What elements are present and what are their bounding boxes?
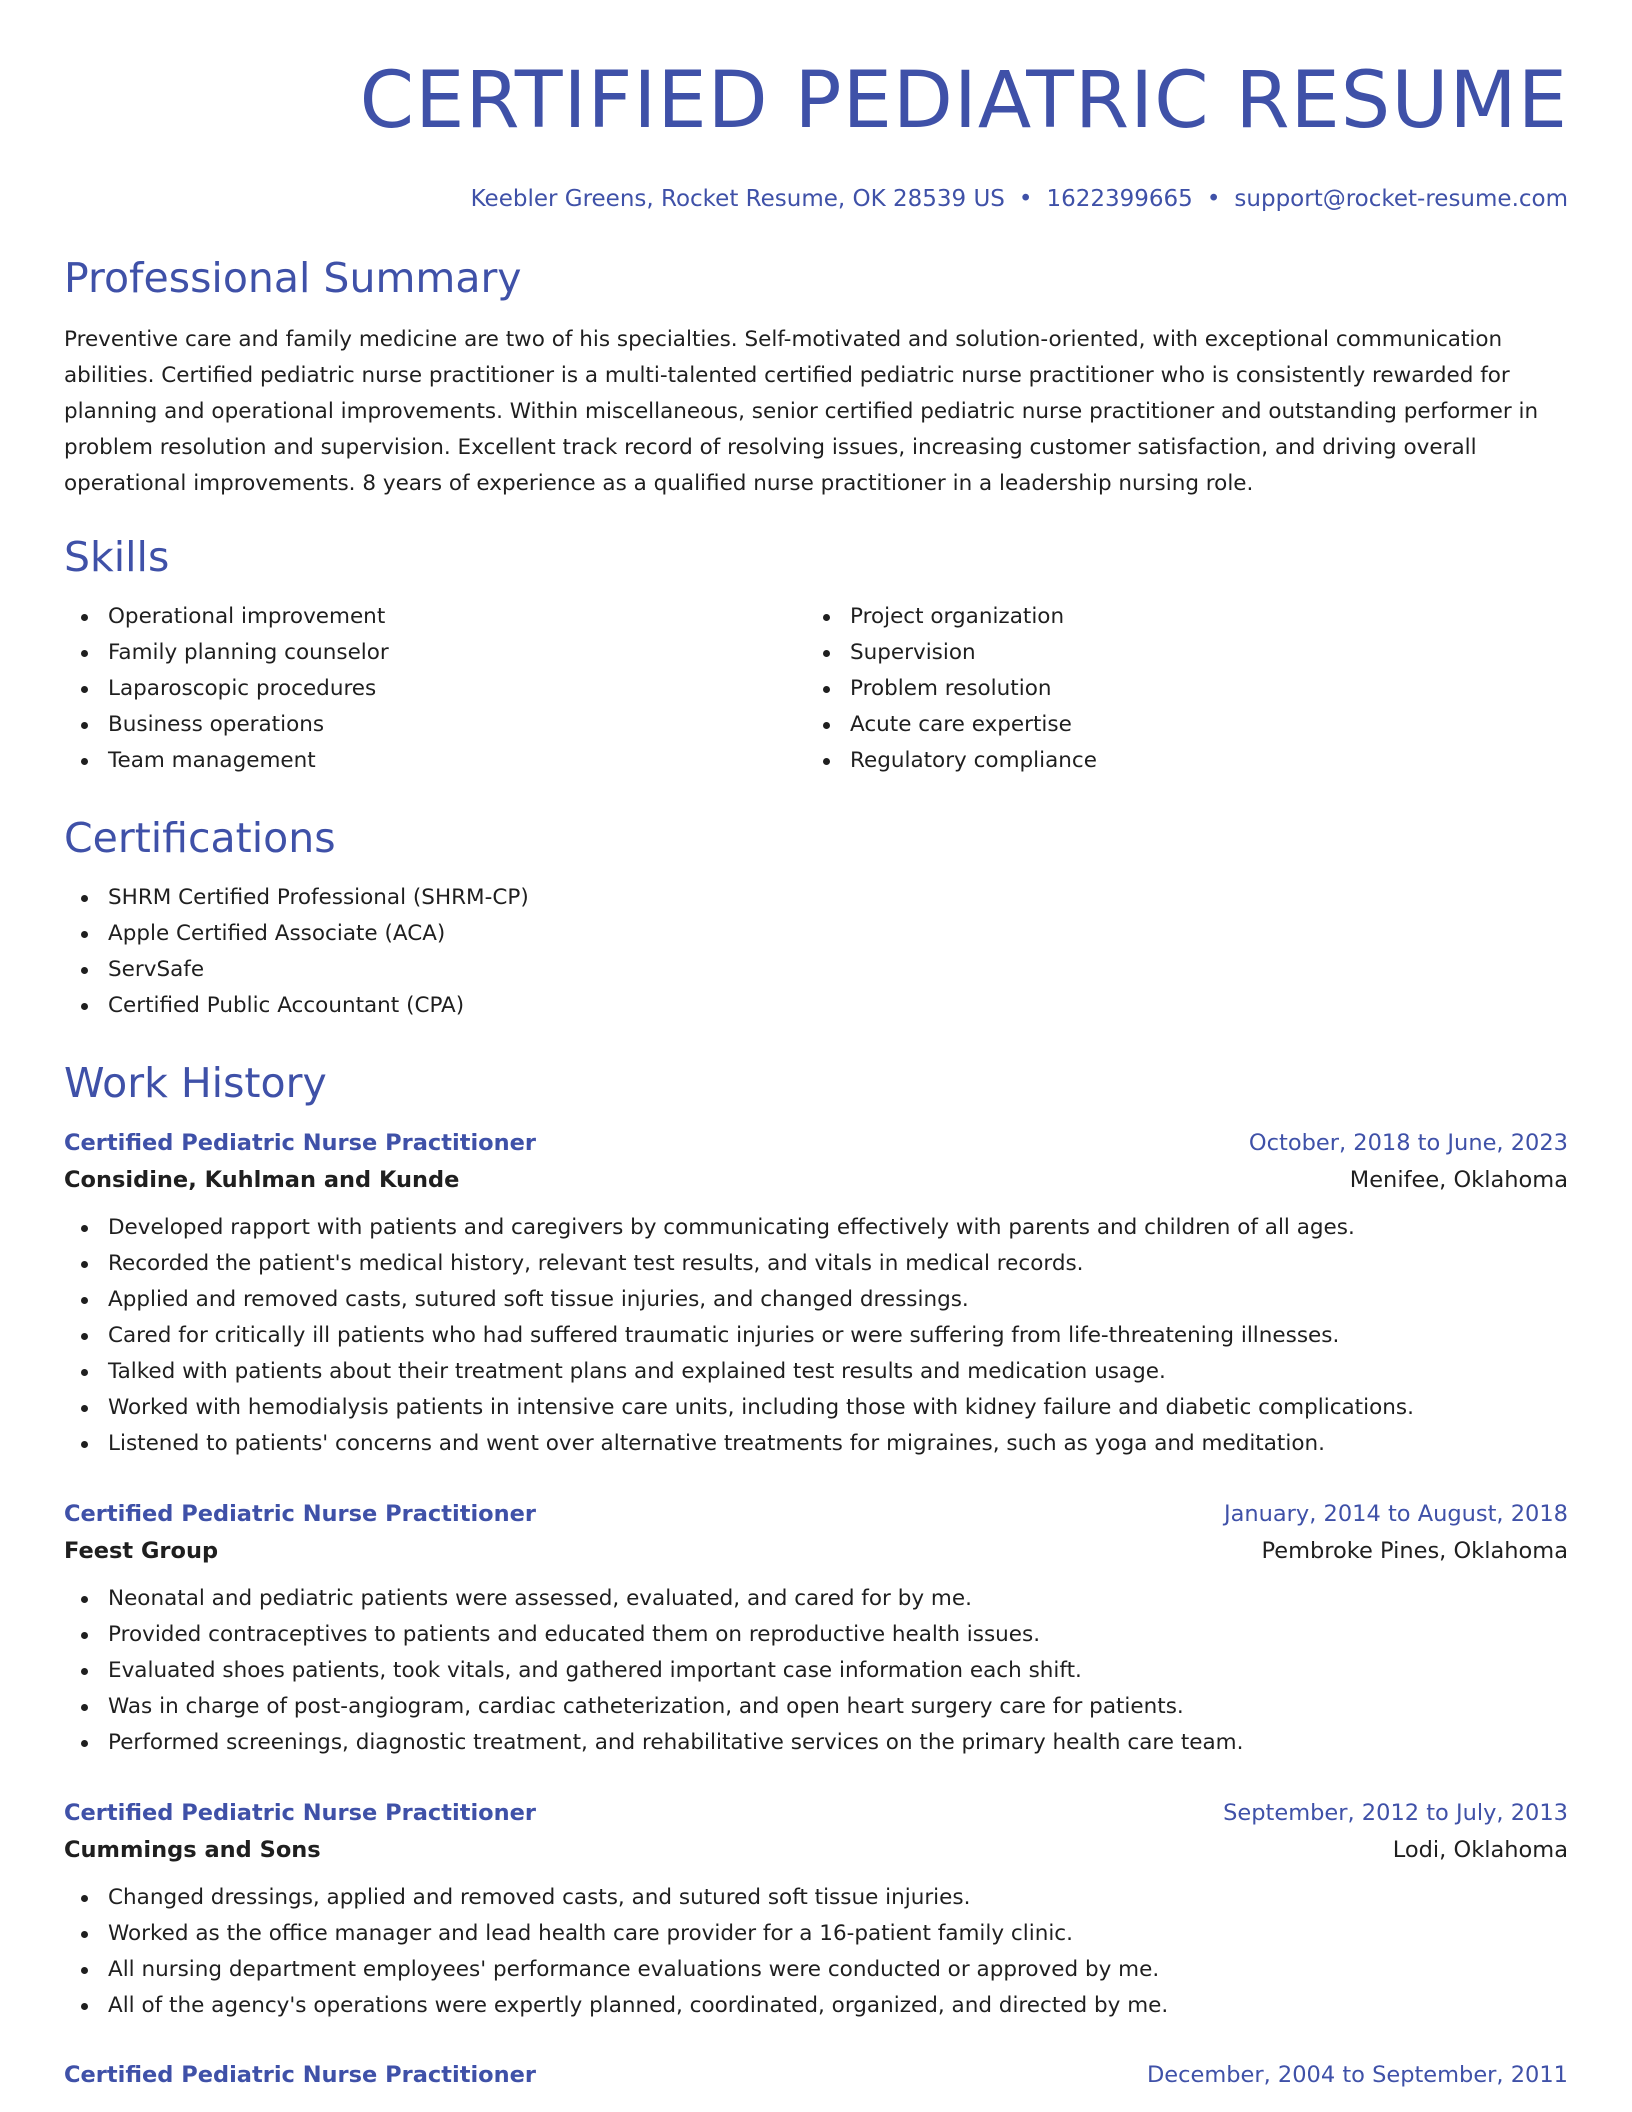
job-duty: Was in charge of post-angiogram, cardiac catheterization, and open heart surgery care for patients. xyxy=(64,1689,1568,1725)
job-duty: Evaluated shoes patients, took vitals, and gathered important case information each shift. xyxy=(64,1653,1568,1689)
job-role: Certified Pediatric Nurse Practitioner xyxy=(64,2062,537,2088)
job-duties-list xyxy=(64,1880,1568,2024)
job-title-row xyxy=(64,2058,1568,2092)
skill-item: Business operations xyxy=(64,707,806,743)
job-role: Certified Pediatric Nurse Practitioner xyxy=(64,1800,537,1826)
certifications-heading: Certifications xyxy=(64,814,336,862)
job-company: Considine, Kuhlman and Kunde xyxy=(64,1167,460,1193)
job-role: Certified Pediatric Nurse Practitioner xyxy=(64,1501,537,1527)
job-entry xyxy=(64,1497,1568,1761)
job-dates: December, 2004 to September, 2011 xyxy=(1146,2062,1568,2088)
job-entry xyxy=(64,1126,1568,1462)
job-entry xyxy=(64,2058,1568,2092)
skill-item: Problem resolution xyxy=(806,671,1548,707)
job-title-row xyxy=(64,1126,1568,1160)
job-dates: January, 2014 to August, 2018 xyxy=(1223,1501,1568,1527)
skills-heading: Skills xyxy=(64,533,170,581)
job-dates: October, 2018 to June, 2023 xyxy=(1248,1130,1568,1156)
job-duty: All nursing department employees' performance evaluations were conducted or approved by me. xyxy=(64,1952,1568,1988)
certification-item: ServSafe xyxy=(64,952,1568,988)
job-duties-list xyxy=(64,1581,1568,1761)
job-entry xyxy=(64,1796,1568,2024)
job-duty: Listened to patients' concerns and went over alternative treatments for migraines, such as yoga and meditation. xyxy=(64,1426,1568,1462)
job-duty: Changed dressings, applied and removed casts, and sutured soft tissue injuries. xyxy=(64,1880,1568,1916)
work-history-heading: Work History xyxy=(64,1059,327,1107)
certification-item: SHRM Certified Professional (SHRM-CP) xyxy=(64,880,1568,916)
job-role: Certified Pediatric Nurse Practitioner xyxy=(64,1130,537,1156)
job-duty: Worked as the office manager and lead health care provider for a 16-patient family clinic. xyxy=(64,1916,1568,1952)
skills-list-right xyxy=(806,599,1548,779)
job-company-row xyxy=(64,1531,1568,1571)
job-company: Cummings and Sons xyxy=(64,1837,321,1863)
resume-title: CERTIFIED PEDIATRIC RESUME xyxy=(359,56,1568,146)
job-duty: Neonatal and pediatric patients were assessed, evaluated, and cared for by me. xyxy=(64,1581,1568,1617)
job-location: Menifee, Oklahoma xyxy=(1349,1167,1568,1193)
contact-separator: • xyxy=(1206,186,1221,212)
skill-item: Family planning counselor xyxy=(64,635,806,671)
skill-item: Regulatory compliance xyxy=(806,743,1548,779)
summary-text: Preventive care and family medicine are two of his specialties. Self-motivated and solution-oriented, with exceptional communication abilities. Certified pediatric nurse practitioner is a multi-talented certified pediatric nurse practitioner who is consistently rewarded for planning and operational improvements. Within miscellaneous, senior certified pediatric nurse practitioner and outstanding performer in problem resolution and supervision. Excellent track record of resolving issues, increasing customer satisfaction, and driving overall operational improvements. 8 years of experience as a qualified nurse practitioner in a leadership nursing role. xyxy=(64,327,1539,496)
job-dates: September, 2012 to July, 2013 xyxy=(1223,1800,1568,1826)
job-duty: Worked with hemodialysis patients in intensive care units, including those with kidney failure and diabetic complications. xyxy=(64,1390,1568,1426)
job-location: Lodi, Oklahoma xyxy=(1392,1837,1568,1863)
certification-item: Apple Certified Associate (ACA) xyxy=(64,916,1568,952)
skill-item: Team management xyxy=(64,743,806,779)
job-duty: Talked with patients about their treatment plans and explained test results and medication usage. xyxy=(64,1354,1568,1390)
resume-page xyxy=(64,0,1568,2112)
job-company-row xyxy=(64,1160,1568,1200)
skills-grid xyxy=(64,599,1568,779)
job-duty: Developed rapport with patients and caregivers by communicating effectively with parents and children of all ages. xyxy=(64,1210,1568,1246)
resume-header xyxy=(64,0,1568,214)
contact-separator: • xyxy=(1018,186,1033,212)
skill-item: Supervision xyxy=(806,635,1548,671)
contact-address: Keebler Greens, Rocket Resume, OK 28539 US xyxy=(470,186,1005,212)
job-company: Feest Group xyxy=(64,1538,219,1564)
certification-item: Certified Public Accountant (CPA) xyxy=(64,988,1568,1024)
skill-item: Laparoscopic procedures xyxy=(64,671,806,707)
job-duty: Recorded the patient's medical history, relevant test results, and vitals in medical records. xyxy=(64,1246,1568,1282)
skills-list-left xyxy=(64,599,806,779)
job-title-row xyxy=(64,1497,1568,1531)
job-duty: Performed screenings, diagnostic treatment, and rehabilitative services on the primary health care team. xyxy=(64,1725,1568,1761)
job-duties-list xyxy=(64,1210,1568,1462)
certifications-list xyxy=(64,880,1568,1024)
job-duty: Applied and removed casts, sutured soft tissue injuries, and changed dressings. xyxy=(64,1282,1568,1318)
job-duty: Cared for critically ill patients who had suffered traumatic injuries or were suffering from life-threatening illnesses. xyxy=(64,1318,1568,1354)
job-title-row xyxy=(64,1796,1568,1830)
job-location: Pembroke Pines, Oklahoma xyxy=(1261,1538,1568,1564)
contact-phone: 1622399665 xyxy=(1046,186,1193,212)
contact-email: support@rocket-resume.com xyxy=(1234,186,1568,212)
job-duty: All of the agency's operations were expertly planned, coordinated, organized, and directed by me. xyxy=(64,1988,1568,2024)
summary-heading: Professional Summary xyxy=(64,254,522,302)
skill-item: Acute care expertise xyxy=(806,707,1548,743)
job-duty: Provided contraceptives to patients and educated them on reproductive health issues. xyxy=(64,1617,1568,1653)
job-company-row xyxy=(64,1830,1568,1870)
skill-item: Project organization xyxy=(806,599,1548,635)
contact-line xyxy=(64,184,1568,214)
skill-item: Operational improvement xyxy=(64,599,806,635)
